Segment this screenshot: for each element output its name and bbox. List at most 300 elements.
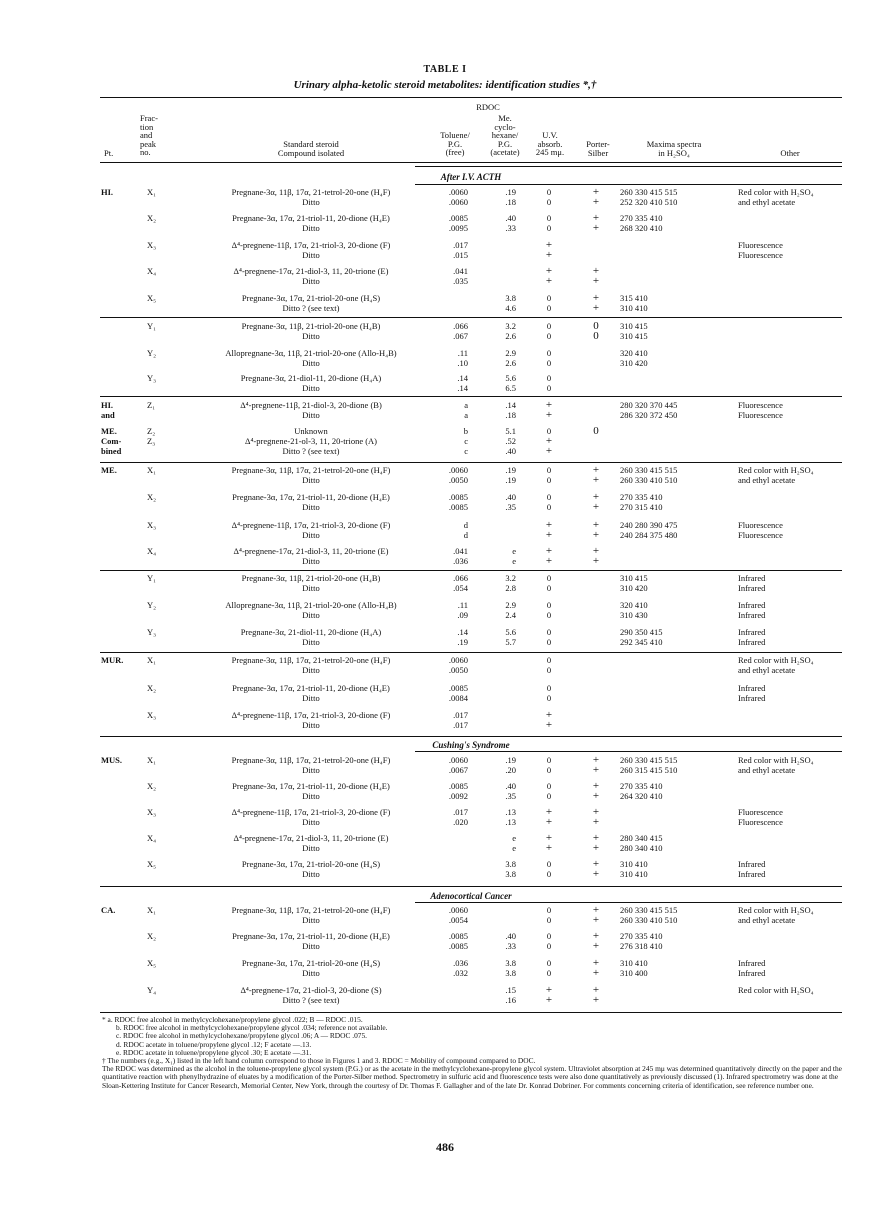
table-row bbox=[0, 556, 890, 566]
cell-compound: Ditto bbox=[302, 817, 320, 827]
cell-ot: Fluorescence bbox=[738, 817, 783, 827]
cell-fr: Y₂ bbox=[147, 600, 157, 610]
cell-ps: + bbox=[592, 186, 600, 198]
cell-mx: 315 410 bbox=[620, 293, 648, 303]
cell-rt: .066 bbox=[453, 573, 468, 583]
cell-ps: + bbox=[592, 868, 600, 880]
cell-uv: 0 bbox=[546, 383, 552, 393]
cell-ot: Infrared bbox=[738, 859, 766, 869]
cell-uv: 0 bbox=[546, 492, 552, 502]
cell-ps: + bbox=[592, 545, 600, 557]
cell-uv: 0 bbox=[546, 213, 552, 223]
cell-fr: Z₂ bbox=[147, 426, 156, 436]
cell-ra: 5.6 bbox=[505, 627, 516, 637]
table-row bbox=[0, 693, 890, 703]
page-number: 486 bbox=[436, 1140, 454, 1154]
cell-compound: Pregnane-3α, 21-diol-11, 20-dione (H₄A) bbox=[240, 373, 382, 383]
cell-ra: 3.8 bbox=[505, 293, 516, 303]
cell-rt: .041 bbox=[453, 266, 468, 276]
cell-compound: Ditto bbox=[302, 331, 320, 341]
cell-rt: .017 bbox=[453, 240, 468, 250]
cell-compound: Ditto bbox=[302, 502, 320, 512]
cell-ra: .13 bbox=[505, 807, 516, 817]
cell-uv: 0 bbox=[546, 869, 552, 879]
header-fraction: Frac- tion and peak no. bbox=[140, 113, 158, 157]
cell-ot: and ethyl acetate bbox=[738, 765, 796, 775]
cell-ps: + bbox=[592, 994, 600, 1006]
header-maxima: Maxima spectra in H₂SO₄ bbox=[646, 139, 702, 158]
cell-compound: Unknown bbox=[294, 426, 328, 436]
table-row bbox=[0, 446, 890, 456]
footnote: e. RDOC acetate in toluene/propylene glycol .30; E acetate —.31. bbox=[116, 1047, 312, 1057]
cell-mx: 260 330 415 515 bbox=[620, 905, 678, 915]
cell-rt: .0060 bbox=[448, 197, 468, 207]
cell-fr: X₂ bbox=[147, 931, 157, 941]
header-porter: Porter- Silber bbox=[586, 139, 610, 158]
cell-mx: 290 350 415 bbox=[620, 627, 663, 637]
cell-ra: .13 bbox=[505, 817, 516, 827]
cell-mx: 240 280 390 475 bbox=[620, 520, 678, 530]
cell-uv: + bbox=[545, 984, 553, 996]
rule-partial bbox=[415, 751, 842, 752]
table-row bbox=[0, 348, 890, 358]
table-row bbox=[0, 465, 890, 475]
cell-ra: 5.7 bbox=[505, 637, 516, 647]
cell-ot: Red color with H₂SO₄ bbox=[738, 465, 814, 475]
cell-uv: + bbox=[545, 399, 553, 411]
cell-uv: 0 bbox=[546, 573, 552, 583]
cell-mx: 310 400 bbox=[620, 968, 648, 978]
cell-ot: Fluorescence bbox=[738, 410, 783, 420]
cell-compound: Ditto bbox=[302, 968, 320, 978]
cell-ra: 2.9 bbox=[505, 348, 516, 358]
cell-rt: .0085 bbox=[448, 492, 468, 502]
cell-ot: Red color with H₂SO₄ bbox=[738, 187, 814, 197]
cell-mx: 292 345 410 bbox=[620, 637, 663, 647]
header-uv: U.V. absorb. 245 mμ. bbox=[535, 130, 565, 157]
table-row bbox=[0, 250, 890, 260]
cell-ps: + bbox=[592, 806, 600, 818]
cell-ps: 0 bbox=[593, 425, 599, 437]
table-row bbox=[0, 600, 890, 610]
cell-mx: 260 330 415 515 bbox=[620, 755, 678, 765]
cell-ps: + bbox=[592, 212, 600, 224]
cell-ps: + bbox=[592, 501, 600, 513]
cell-ps: + bbox=[592, 940, 600, 952]
cell-uv: 0 bbox=[546, 791, 552, 801]
cell-ra: .40 bbox=[505, 781, 516, 791]
table-row bbox=[0, 187, 890, 197]
cell-uv: 0 bbox=[546, 765, 552, 775]
rule-group bbox=[100, 652, 842, 653]
cell-compound: Ditto bbox=[302, 610, 320, 620]
cell-mx: 260 330 410 510 bbox=[620, 915, 678, 925]
cell-mx: 320 410 bbox=[620, 348, 648, 358]
cell-compound: Ditto ? (see text) bbox=[282, 303, 340, 313]
cell-uv: + bbox=[545, 529, 553, 541]
cell-mx: 310 430 bbox=[620, 610, 648, 620]
cell-mx: 310 415 bbox=[620, 331, 648, 341]
cell-ot: Fluorescence bbox=[738, 400, 783, 410]
cell-mx: 260 330 415 515 bbox=[620, 187, 678, 197]
cell-fr: X₄ bbox=[147, 266, 157, 276]
footnote: * a. RDOC free alcohol in methylcyclohexane/propylene glycol .022; B — RDOC .015. bbox=[102, 1015, 363, 1024]
cell-uv: 0 bbox=[546, 859, 552, 869]
cell-mx: 280 340 415 bbox=[620, 833, 663, 843]
cell-ra: 3.8 bbox=[505, 869, 516, 879]
table-row bbox=[0, 995, 890, 1005]
cell-rt: .017 bbox=[453, 807, 468, 817]
header-pt: Pt. bbox=[104, 148, 114, 158]
cell-ra: .35 bbox=[505, 502, 516, 512]
cell-ps: + bbox=[592, 914, 600, 926]
cell-uv: 0 bbox=[546, 373, 552, 383]
table-row bbox=[0, 502, 890, 512]
cell-ra: .35 bbox=[505, 791, 516, 801]
cell-fr: X₁ bbox=[147, 187, 157, 197]
cell-fr: Y₃ bbox=[147, 627, 157, 637]
table-row bbox=[0, 905, 890, 915]
cell-compound: Ditto bbox=[302, 791, 320, 801]
cell-fr: X₅ bbox=[147, 958, 157, 968]
cell-uv: 0 bbox=[546, 968, 552, 978]
table-caption: Urinary alpha-ketolic steroid metabolites: identification studies *,† bbox=[293, 79, 597, 91]
cell-ra: .40 bbox=[505, 931, 516, 941]
cell-rt: a bbox=[464, 400, 468, 410]
table-row bbox=[0, 807, 890, 817]
cell-compound: Pregnane-3α, 17α, 21-triol-11, 20-dione (H₄E) bbox=[232, 213, 390, 223]
cell-rt: .0054 bbox=[448, 915, 468, 925]
header-rdoc: RDOC bbox=[476, 102, 500, 112]
cell-ot: and ethyl acetate bbox=[738, 197, 796, 207]
cell-ot: Infrared bbox=[738, 869, 766, 879]
cell-rt: a bbox=[464, 410, 468, 420]
cell-fr: Y₃ bbox=[147, 373, 157, 383]
cell-compound: Pregnane-3α, 17α, 21-triol-11, 20-dione (H₄E) bbox=[232, 781, 390, 791]
cell-ot: Infrared bbox=[738, 610, 766, 620]
cell-compound: Ditto bbox=[302, 637, 320, 647]
cell-ot: Infrared bbox=[738, 583, 766, 593]
cell-rt: .09 bbox=[457, 610, 468, 620]
rule-group bbox=[100, 317, 842, 318]
cell-mx: 268 320 410 bbox=[620, 223, 663, 233]
cell-uv: 0 bbox=[546, 475, 552, 485]
cell-ps: + bbox=[592, 816, 600, 828]
cell-fr: X₄ bbox=[147, 833, 157, 843]
rule-group bbox=[100, 462, 842, 463]
cell-compound: Pregnane-3α, 17α, 21-triol-11, 20-dione (H₄E) bbox=[232, 931, 390, 941]
cell-rt: .0060 bbox=[448, 655, 468, 665]
cell-rt: .0085 bbox=[448, 683, 468, 693]
table-row bbox=[0, 436, 890, 446]
cell-compound: Ditto ? (see text) bbox=[282, 446, 340, 456]
cell-rt: .032 bbox=[453, 968, 468, 978]
cell-pt: Com- bbox=[101, 436, 122, 446]
cell-compound: Ditto bbox=[302, 941, 320, 951]
cell-compound: Δ⁴-pregnene-21-ol-3, 11, 20-trione (A) bbox=[244, 436, 378, 446]
rule-partial bbox=[415, 184, 842, 185]
cell-fr: X₂ bbox=[147, 492, 157, 502]
cell-ra: .19 bbox=[505, 475, 516, 485]
table-row bbox=[0, 266, 890, 276]
cell-uv: 0 bbox=[546, 348, 552, 358]
cell-compound: Ditto bbox=[302, 556, 320, 566]
table-row bbox=[0, 492, 890, 502]
cell-compound: Ditto bbox=[302, 250, 320, 260]
cell-uv: + bbox=[545, 435, 553, 447]
cell-compound: Ditto bbox=[302, 383, 320, 393]
cell-fr: X₁ bbox=[147, 905, 157, 915]
cell-compound: Pregnane-3α, 11β, 17α, 21-tetrol-20-one (H₄F) bbox=[231, 187, 391, 197]
cell-ra: .19 bbox=[505, 755, 516, 765]
cell-compound: Allopregnane-3α, 11β, 21-triol-20-one (Allo-H₄B) bbox=[225, 600, 397, 610]
table-row bbox=[0, 655, 890, 665]
cell-rt: .017 bbox=[453, 710, 468, 720]
table-row bbox=[0, 968, 890, 978]
table-row bbox=[0, 958, 890, 968]
cell-compound: Δ⁴-pregnene-11β, 17α, 21-triol-3, 20-dione (F) bbox=[231, 240, 391, 250]
table-row bbox=[0, 303, 890, 313]
cell-uv: 0 bbox=[546, 915, 552, 925]
cell-compound: Ditto bbox=[302, 665, 320, 675]
cell-compound: Pregnane-3α, 21-diol-11, 20-dione (H₄A) bbox=[240, 627, 382, 637]
cell-compound: Ditto bbox=[302, 530, 320, 540]
cell-uv: + bbox=[545, 519, 553, 531]
cell-rt: d bbox=[463, 530, 468, 540]
cell-rt: .0050 bbox=[448, 665, 468, 675]
cell-fr: X₂ bbox=[147, 781, 157, 791]
table-row bbox=[0, 213, 890, 223]
table-row bbox=[0, 859, 890, 869]
cell-ps: + bbox=[592, 842, 600, 854]
cell-rt: .14 bbox=[457, 383, 468, 393]
cell-ps: + bbox=[592, 984, 600, 996]
cell-fr: X₂ bbox=[147, 213, 157, 223]
footnote: c. RDOC free alcohol in methylcyclohexane/propylene glycol .06; A — RDOC .075. bbox=[116, 1031, 368, 1041]
cell-mx: 270 335 410 bbox=[620, 213, 663, 223]
cell-uv: + bbox=[545, 555, 553, 567]
cell-ra: 3.8 bbox=[505, 859, 516, 869]
cell-uv: + bbox=[545, 249, 553, 261]
cell-uv: + bbox=[545, 545, 553, 557]
cell-ps: + bbox=[592, 292, 600, 304]
cell-fr: X₅ bbox=[147, 859, 157, 869]
section-title: After I.V. ACTH bbox=[440, 172, 502, 182]
cell-mx: 260 330 410 510 bbox=[620, 475, 678, 485]
header-other: Other bbox=[780, 148, 800, 158]
cell-mx: 310 420 bbox=[620, 583, 648, 593]
cell-ra: 2.4 bbox=[505, 610, 516, 620]
cell-compound: Ditto bbox=[302, 276, 320, 286]
cell-uv: 0 bbox=[546, 905, 552, 915]
table-row bbox=[0, 637, 890, 647]
cell-uv: + bbox=[545, 719, 553, 731]
cell-rt: .041 bbox=[453, 546, 468, 556]
cell-compound: Ditto bbox=[302, 843, 320, 853]
cell-fr: X₄ bbox=[147, 546, 157, 556]
rule-top bbox=[100, 97, 842, 98]
cell-compound: Pregnane-3α, 11β, 17α, 21-tetrol-20-one (H₄F) bbox=[231, 655, 391, 665]
cell-ra: 2.9 bbox=[505, 600, 516, 610]
cell-uv: 0 bbox=[546, 358, 552, 368]
cell-compound: Ditto bbox=[302, 693, 320, 703]
table-row bbox=[0, 583, 890, 593]
table-row bbox=[0, 843, 890, 853]
cell-ot: Infrared bbox=[738, 637, 766, 647]
cell-fr: Z₃ bbox=[147, 436, 156, 446]
table-row bbox=[0, 765, 890, 775]
cell-compound: Pregnane-3α, 17α, 21-triol-20-one (H₄S) bbox=[241, 958, 381, 968]
table-row bbox=[0, 520, 890, 530]
cell-ra: .19 bbox=[505, 187, 516, 197]
cell-compound: Pregnane-3α, 17α, 21-triol-11, 20-dione (H₄E) bbox=[232, 492, 390, 502]
cell-compound: Ditto bbox=[302, 223, 320, 233]
cell-uv: + bbox=[545, 806, 553, 818]
cell-uv: + bbox=[545, 709, 553, 721]
cell-compound: Δ⁴-pregnene-17α, 21-diol-3, 11, 20-trione (E) bbox=[233, 546, 389, 556]
cell-ps: + bbox=[592, 832, 600, 844]
cell-ra: .18 bbox=[505, 410, 516, 420]
table-row bbox=[0, 530, 890, 540]
cell-ra: 3.8 bbox=[505, 958, 516, 968]
cell-mx: 264 320 410 bbox=[620, 791, 663, 801]
cell-pt: ME. bbox=[101, 465, 117, 475]
cell-fr: X₁ bbox=[147, 655, 157, 665]
cell-ps: + bbox=[592, 754, 600, 766]
cell-compound: Pregnane-3α, 11β, 17α, 21-tetrol-20-one (H₄F) bbox=[231, 755, 391, 765]
footnote: † The numbers (e.g., X₁) listed in the left hand column correspond to those in Figures 1 and 3. RDOC = Mobility of compound compared to DOC. bbox=[102, 1056, 536, 1066]
cell-uv: + bbox=[545, 994, 553, 1006]
footnotes bbox=[102, 1016, 844, 1090]
cell-fr: X₃ bbox=[147, 710, 157, 720]
table-row bbox=[0, 321, 890, 331]
cell-ra: 3.2 bbox=[505, 573, 516, 583]
cell-rt: .015 bbox=[453, 250, 468, 260]
cell-compound: Pregnane-3α, 17α, 21-triol-20-one (H₄S) bbox=[241, 293, 381, 303]
cell-rt: .066 bbox=[453, 321, 468, 331]
cell-ps: + bbox=[592, 275, 600, 287]
cell-pt: MUR. bbox=[101, 655, 124, 665]
cell-ra: e bbox=[512, 843, 516, 853]
rule-group bbox=[100, 396, 842, 397]
cell-ra: 3.8 bbox=[505, 968, 516, 978]
cell-ra: .14 bbox=[505, 400, 516, 410]
table-row bbox=[0, 610, 890, 620]
header-toluene: Toluene/ P.G. (free) bbox=[440, 130, 470, 157]
cell-mx: 270 315 410 bbox=[620, 502, 663, 512]
cell-uv: 0 bbox=[546, 931, 552, 941]
cell-compound: Ditto bbox=[302, 720, 320, 730]
cell-compound: Δ⁴-pregnene-17α, 21-diol-3, 11, 20-trione (E) bbox=[233, 833, 389, 843]
cell-ra: e bbox=[512, 546, 516, 556]
cell-fr: X₁ bbox=[147, 755, 157, 765]
cell-compound: Ditto bbox=[302, 765, 320, 775]
cell-ps: + bbox=[592, 957, 600, 969]
cell-ra: .18 bbox=[505, 197, 516, 207]
cell-mx: 270 335 410 bbox=[620, 931, 663, 941]
table-row bbox=[0, 573, 890, 583]
cell-ot: Infrared bbox=[738, 683, 766, 693]
cell-ot: and ethyl acetate bbox=[738, 475, 796, 485]
table-row bbox=[0, 426, 890, 436]
cell-compound: Pregnane-3α, 11β, 17α, 21-tetrol-20-one (H₄F) bbox=[231, 905, 391, 915]
cell-uv: 0 bbox=[546, 781, 552, 791]
cell-rt: .0060 bbox=[448, 465, 468, 475]
cell-compound: Δ⁴-pregnene-17α, 21-diol-3, 11, 20-trione (E) bbox=[233, 266, 389, 276]
cell-fr: Z₁ bbox=[147, 400, 156, 410]
table-row bbox=[0, 781, 890, 791]
cell-ot: Infrared bbox=[738, 693, 766, 703]
table-row bbox=[0, 941, 890, 951]
cell-uv: 0 bbox=[546, 665, 552, 675]
cell-rt: .14 bbox=[457, 627, 468, 637]
cell-uv: + bbox=[545, 239, 553, 251]
cell-rt: .0085 bbox=[448, 213, 468, 223]
cell-ra: 2.6 bbox=[505, 358, 516, 368]
cell-compound: Ditto bbox=[302, 410, 320, 420]
cell-ps: + bbox=[592, 464, 600, 476]
cell-compound: Δ⁴-pregnene-11β, 17α, 21-triol-3, 20-dione (F) bbox=[231, 520, 391, 530]
cell-rt: .035 bbox=[453, 276, 468, 286]
cell-compound: Δ⁴-pregnene-11β, 21-diol-3, 20-dione (B) bbox=[240, 400, 382, 410]
cell-compound: Pregnane-3α, 17α, 21-triol-20-one (H₄S) bbox=[241, 859, 381, 869]
cell-compound: Ditto ? (see text) bbox=[282, 995, 340, 1005]
table-row bbox=[0, 931, 890, 941]
cell-compound: Pregnane-3α, 11β, 21-triol-20-one (H₄B) bbox=[241, 573, 381, 583]
cell-compound: Δ⁴-pregnene-17α, 21-diol-3, 20-dione (S) bbox=[240, 985, 382, 995]
cell-mx: 310 410 bbox=[620, 958, 648, 968]
cell-fr: X₅ bbox=[147, 293, 157, 303]
cell-ps: + bbox=[592, 474, 600, 486]
cell-ps: 0 bbox=[593, 320, 599, 332]
cell-ra: .15 bbox=[505, 985, 516, 995]
cell-rt: d bbox=[463, 520, 468, 530]
cell-fr: Y₁ bbox=[147, 573, 157, 583]
cell-ot: Infrared bbox=[738, 600, 766, 610]
cell-mx: 310 415 bbox=[620, 573, 648, 583]
cell-uv: 0 bbox=[546, 197, 552, 207]
cell-compound: Δ⁴-pregnene-11β, 17α, 21-triol-3, 20-dione (F) bbox=[231, 807, 391, 817]
cell-compound: Ditto bbox=[302, 475, 320, 485]
cell-rt: .0085 bbox=[448, 941, 468, 951]
cell-rt: c bbox=[464, 446, 468, 456]
header-methyl: Me. cyclo- hexane/ P.G. (acetate) bbox=[490, 113, 520, 157]
cell-rt: .14 bbox=[457, 373, 468, 383]
cell-compound: Allopregnane-3α, 11β, 21-triol-20-one (Allo-H₄B) bbox=[225, 348, 397, 358]
cell-ps: + bbox=[592, 519, 600, 531]
cell-ra: 6.5 bbox=[505, 383, 516, 393]
cell-mx: 260 315 415 510 bbox=[620, 765, 678, 775]
cell-rt: .036 bbox=[453, 556, 468, 566]
cell-mx: 276 318 410 bbox=[620, 941, 663, 951]
cell-uv: + bbox=[545, 445, 553, 457]
table-row bbox=[0, 373, 890, 383]
cell-mx: 260 330 415 515 bbox=[620, 465, 678, 475]
cell-mx: 286 320 372 450 bbox=[620, 410, 678, 420]
cell-ot: Infrared bbox=[738, 968, 766, 978]
cell-ot: Fluorescence bbox=[738, 520, 783, 530]
cell-ps: + bbox=[592, 491, 600, 503]
section-title: Adenocortical Cancer bbox=[430, 891, 512, 901]
cell-pt: HI. bbox=[101, 400, 114, 410]
cell-rt: .0095 bbox=[448, 223, 468, 233]
cell-rt: .0085 bbox=[448, 931, 468, 941]
cell-ra: .33 bbox=[505, 223, 516, 233]
cell-ot: Fluorescence bbox=[738, 530, 783, 540]
cell-ra: .33 bbox=[505, 941, 516, 951]
cell-uv: + bbox=[545, 275, 553, 287]
cell-mx: 252 320 410 510 bbox=[620, 197, 678, 207]
